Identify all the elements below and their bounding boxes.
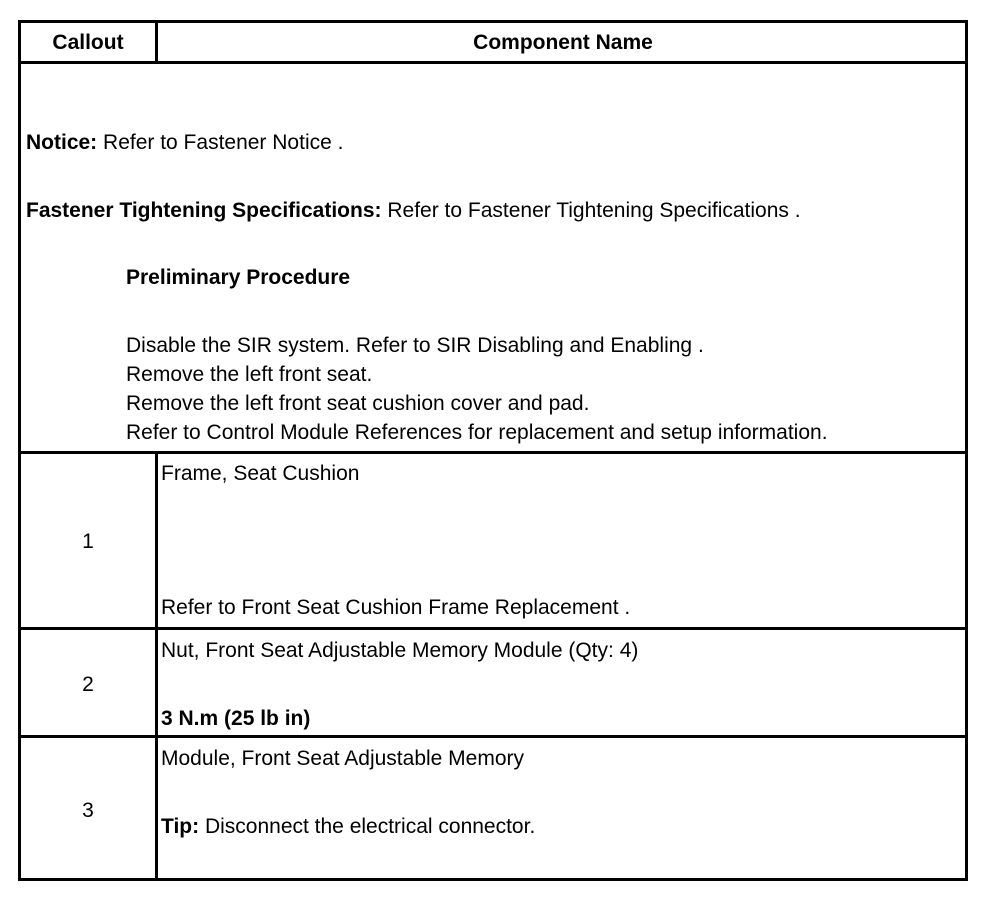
tip-text: Disconnect the electrical connector. (199, 815, 536, 838)
procedure-step: Remove the left front seat cushion cover and pad. (126, 392, 590, 415)
header-rule (21, 61, 965, 64)
component-name: Frame, Seat Cushion (161, 462, 360, 485)
component-table (18, 20, 968, 881)
callout-header: Callout (52, 31, 124, 54)
component-detail: Refer to Front Seat Cushion Frame Replacement . (161, 596, 631, 619)
component-name: Nut, Front Seat Adjustable Memory Module (Qty: 4) (161, 639, 639, 662)
notice-line (26, 131, 343, 155)
callout-number: 1 (82, 530, 94, 553)
row2-rule (21, 735, 965, 738)
row1-rule (21, 627, 965, 630)
notice-label: Notice: (26, 131, 98, 154)
procedure-step: Remove the left front seat. (126, 363, 373, 386)
procedure-step: Disable the SIR system. Refer to SIR Disabling and Enabling . (126, 334, 704, 357)
spec-text: Refer to Fastener Tightening Specifications . (381, 199, 801, 222)
preliminary-title: Preliminary Procedure (126, 266, 351, 289)
spec-label: Fastener Tightening Specifications: (26, 199, 382, 222)
intro-rule (21, 451, 965, 454)
component-name: Module, Front Seat Adjustable Memory (161, 747, 525, 770)
notice-text: Refer to Fastener Notice . (97, 131, 344, 154)
torque-spec: 3 N.m (25 lb in) (161, 707, 311, 730)
spec-line (26, 199, 801, 223)
tip-label: Tip: (161, 815, 200, 838)
procedure-step: Refer to Control Module References for replacement and setup information. (126, 421, 828, 444)
component-name-header: Component Name (473, 31, 653, 54)
callout-number: 3 (82, 799, 94, 822)
callout-number: 2 (82, 673, 94, 696)
callout-column-divider (155, 451, 158, 881)
tip-line (161, 815, 535, 839)
